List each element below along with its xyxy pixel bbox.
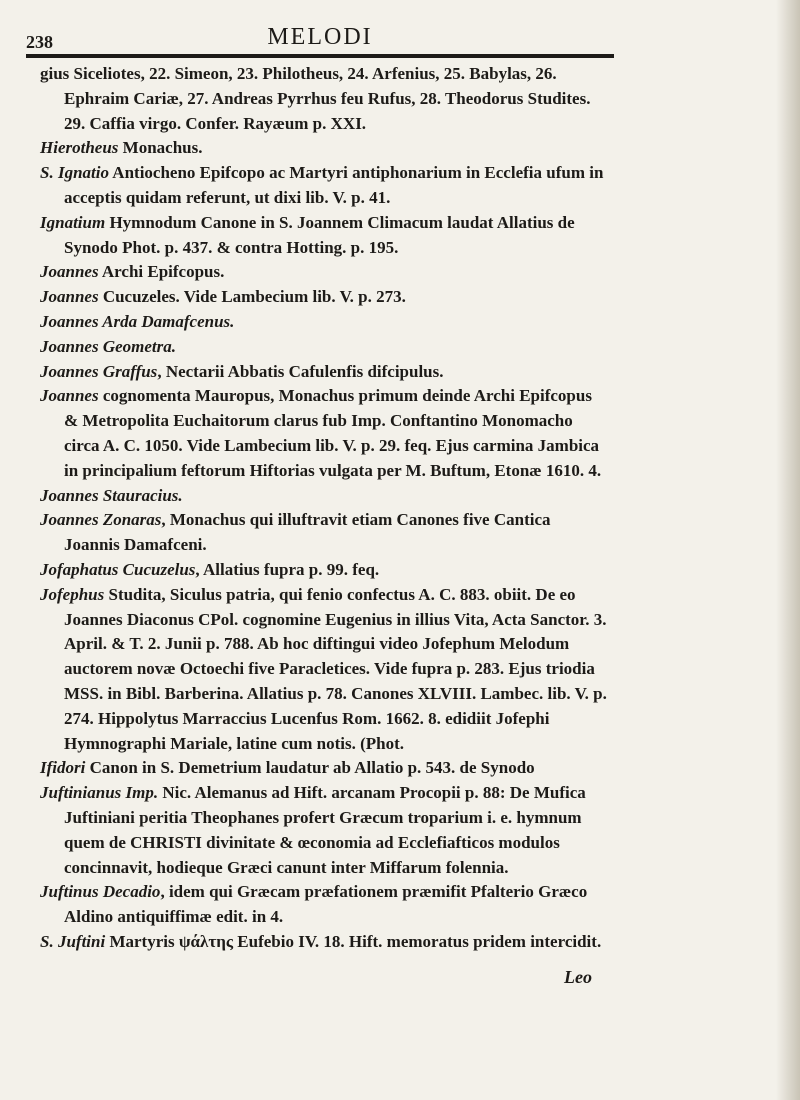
entry-name: Joannes Stauracius.: [40, 485, 183, 505]
entry-text: Hymnodum Canone in S. Joannem Climacum laudat Allatius de Synodo Phot. p. 437. & contra Hotting. p. 195.: [64, 212, 575, 257]
entry-text: Cucuzeles. Vide Lambecium lib. V. p. 273.: [98, 287, 406, 307]
header-rule: [26, 54, 614, 58]
entry-name: Joannes: [40, 262, 99, 282]
index-entry: [40, 558, 608, 583]
entry-text: Antiocheno Epifcopo ac Martyri antiphonarium in Ecclefia ufum in acceptis quidam referunt, ut dixi lib. V. p. 41.: [64, 163, 604, 207]
entry-name: Jofephus: [40, 584, 105, 604]
entry-text: Archi Epifcopus.: [98, 262, 225, 282]
entry-name: S. Ignatio: [40, 163, 109, 183]
index-entry: [40, 211, 608, 261]
entry-name: Juftinus Decadio: [40, 882, 161, 902]
entry-text: Canon in S. Demetrium laudatur ab Allatio p. 543. de Synodo: [85, 758, 535, 778]
entry-text: Studita, Siculus patria, qui fenio confectus A. C. 883. obiit. De eo Joannes Diaconus CPol. cognomine Eugenius in illius Vita, Acta Sanctor. 3. April. & T. 2. Junii p. 788. Ab hoc diftingui video Jofephum Melodum auctorem novæ Octoechi five Paracletices. Vide fupra p. 283. Ejus triodia MSS. in Bibl. Barberina. Allatius p. 78. Canones XLVIII. Lambec. lib. V. p. 274. Hippolytus Marraccius Lucenfus Rom. 1662. 8. edidiit Jofephi Hymnographi Mariale, latine cum notis. (Phot.: [64, 584, 607, 753]
index-entry: [40, 930, 608, 955]
index-entry: [40, 310, 608, 335]
index-entry: [40, 880, 608, 930]
entry-name: Juftinianus Imp.: [40, 783, 159, 803]
entry-name: Joannes: [40, 386, 99, 406]
index-entry: [40, 484, 608, 509]
entry-name: Jofaphatus Cucuzelus: [40, 559, 196, 579]
entry-name: Joannes Graffus: [40, 361, 158, 381]
entry-name: Joannes Arda Damafcenus.: [40, 311, 235, 331]
index-entry: [40, 756, 608, 781]
entry-text: , idem qui Græcam præfationem præmifit Pfalterio Græco Aldino antiquiffimæ edit. in 4.: [64, 882, 588, 927]
entry-text: Nic. Alemanus ad Hift. arcanam Procopii p. 88: De Mufica Juftiniani peritia Theophanes profert Græcum troparium i. e. hymnum quem de CHRISTI divinitate & œconomia ad Ecclefiafticos modulos concinnavit, hodieque Græci canunt inter Miffarum folennia.: [64, 783, 586, 877]
entry-name: Ifidori: [40, 758, 86, 778]
page-header: [26, 20, 614, 60]
entry-text: , Allatius fupra p. 99. feq.: [195, 559, 380, 579]
entry-name: S. Juftini: [40, 931, 106, 951]
page-edge-shadow: [776, 0, 800, 1100]
index-entry: [40, 508, 608, 558]
entry-text: Martyris ψάλτης Eufebio IV. 18. Hift. memoratus pridem intercidit.: [105, 931, 602, 951]
entry-name: Joannes Zonaras: [40, 510, 162, 530]
entry-text: cognomenta Mauropus, Monachus primum deinde Archi Epifcopus & Metropolita Euchaitorum clarus fub Imp. Conftantino Monomacho circa A. C. 1050. Vide Lambecium lib. V. p. 29. feq. Ejus carmina Jambica in principalium feftorum Hiftorias vulgata per M. Buftum, Etonæ 1610. 4.: [64, 386, 602, 480]
index-entry: [40, 781, 608, 880]
index-entry: [40, 335, 608, 360]
index-entry: [40, 583, 608, 757]
index-entry: [40, 384, 608, 483]
entry-name: Joannes: [40, 287, 99, 307]
entry-name: Joannes Geometra.: [40, 336, 176, 356]
index-entry: [40, 62, 608, 136]
index-entry: [40, 360, 608, 385]
page-number: 238: [26, 32, 53, 52]
entry-text: Monachus.: [118, 138, 203, 158]
index-entries: [40, 62, 608, 989]
entry-text: gius Siceliotes, 22. Simeon, 23. Philotheus, 24. Arfenius, 25. Babylas, 26. Ephraim Cariæ, 27. Andreas Pyrrhus feu Rufus, 28. Theodorus Studites. 29. Caffia virgo. Confer. Rayæum p. XXI.: [40, 64, 591, 133]
index-entry: [40, 285, 608, 310]
index-entry: [40, 260, 608, 285]
entry-name: Hierotheus: [40, 138, 119, 158]
entry-text: , Monachus qui illuftravit etiam Canones five Cantica Joannis Damafceni.: [64, 510, 551, 555]
running-head: MELODI: [267, 24, 373, 50]
entry-name: Ignatium: [40, 212, 106, 232]
catchword: Leo: [564, 966, 592, 987]
entry-text: , Nectarii Abbatis Cafulenfis difcipulus.: [157, 361, 444, 381]
index-entry: [40, 161, 608, 211]
index-entry: [40, 136, 608, 161]
